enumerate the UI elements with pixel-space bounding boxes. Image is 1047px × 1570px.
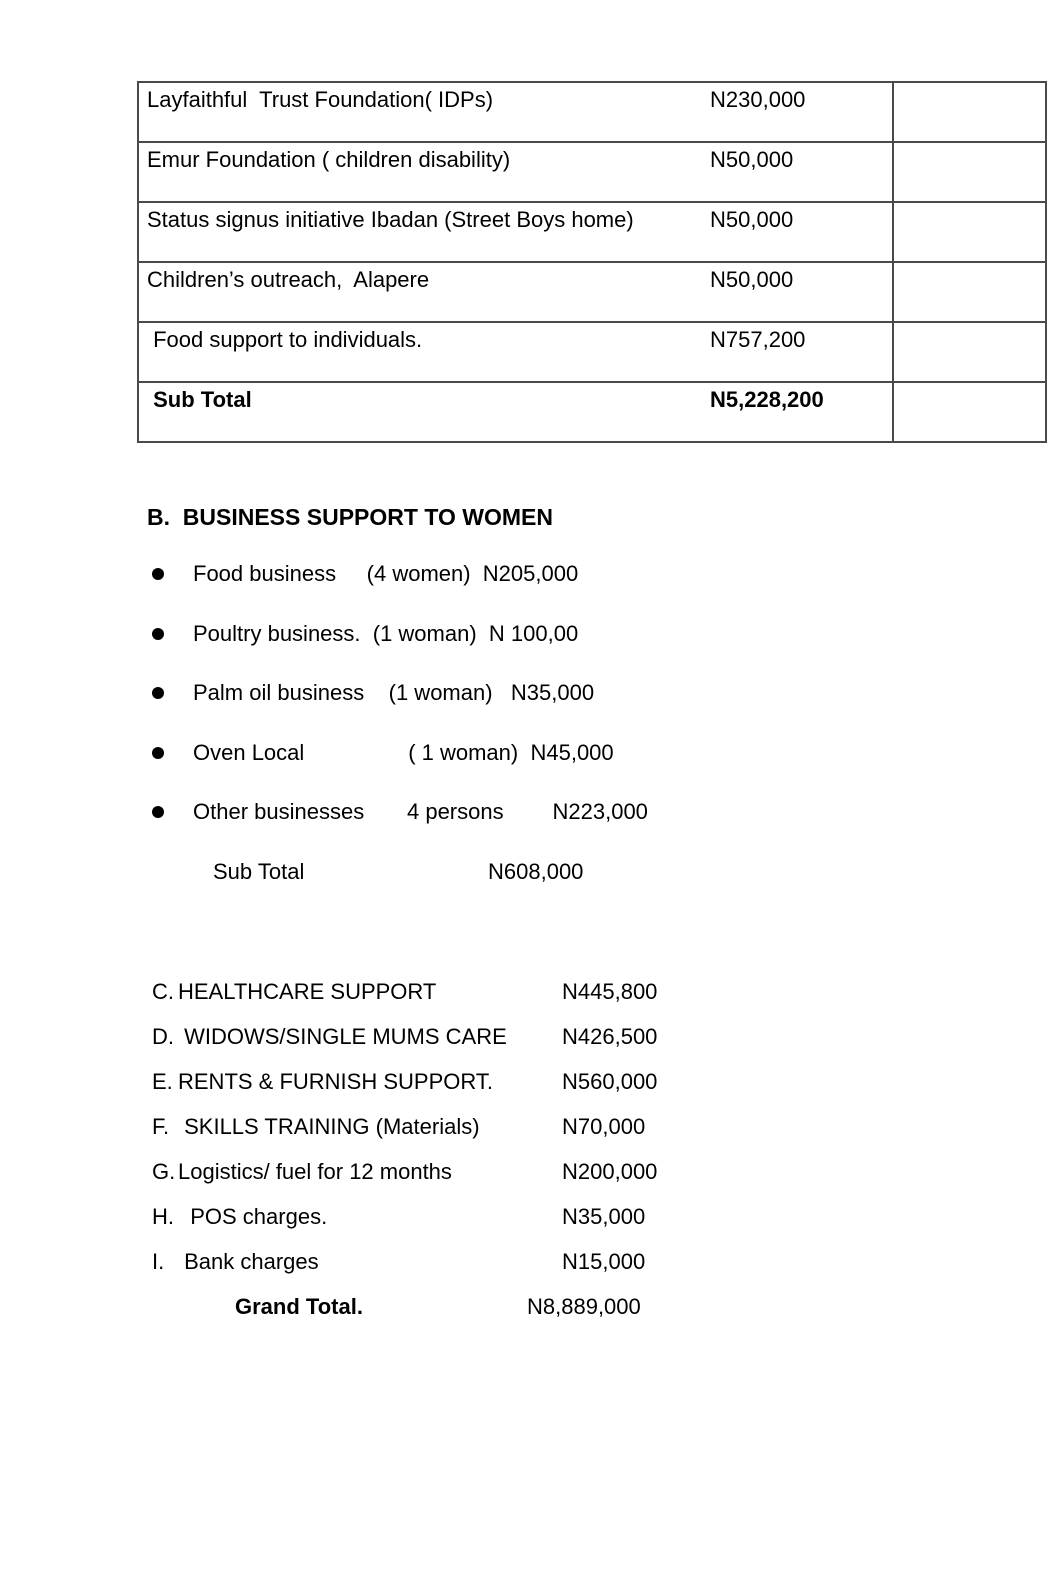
item-amount: N15,000 [562, 1249, 646, 1274]
item-label: WIDOWS/SINGLE MUMS CARE [178, 1024, 507, 1049]
bullet-icon [152, 806, 164, 818]
bullet-amount: N223,000 [552, 799, 648, 824]
item-letter: E. [152, 1069, 173, 1094]
business-support-list [152, 559, 648, 916]
bullet-amount: N35,000 [510, 680, 595, 705]
bullet-label: Poultry business. (1 woman) [193, 620, 489, 646]
list-item [152, 1112, 657, 1157]
table-cell-empty [893, 142, 1046, 202]
subtotal-label: Sub Total [147, 387, 252, 412]
grand-total [152, 1292, 657, 1337]
table-cell-empty [893, 322, 1046, 382]
table-cell [138, 322, 893, 382]
item-amount: N560,000 [562, 1069, 658, 1094]
list-item [152, 678, 648, 738]
table-cell [138, 262, 893, 322]
bullet-amount: N205,000 [482, 561, 579, 586]
list-item [152, 1067, 657, 1112]
bullet-amount: N45,000 [530, 739, 614, 765]
item-label: SKILLS TRAINING (Materials) [178, 1114, 480, 1139]
item-label: RENTS & FURNISH SUPPORT. [178, 1069, 493, 1094]
table-cell [138, 82, 893, 142]
table-cell [138, 382, 893, 442]
grand-total-label: Grand Total. [235, 1294, 363, 1319]
bullet-icon [152, 687, 164, 699]
bullet-amount: N 100,00 [488, 620, 579, 646]
grant-amount: N50,000 [710, 267, 794, 292]
list-item [152, 738, 648, 798]
item-letter: G. [152, 1159, 176, 1184]
table-row [138, 262, 1046, 322]
item-letter: H. [152, 1204, 174, 1229]
item-letter: C. [152, 979, 174, 1004]
bullet-icon [152, 747, 164, 759]
grant-amount: N50,000 [710, 147, 794, 172]
grant-label: Layfaithful Trust Foundation( IDPs) [147, 87, 494, 112]
grand-total-amount: N8,889,000 [527, 1294, 641, 1319]
bullet-label: Palm oil business (1 woman) [193, 680, 511, 705]
subtotal-amount: N608,000 [488, 858, 584, 884]
item-amount: N445,800 [562, 979, 658, 1004]
bullet-label: Food business (4 women) [193, 561, 483, 586]
grant-label: Children’s outreach, Alapere [147, 267, 430, 292]
table-cell [138, 202, 893, 262]
subtotal-amount: N5,228,200 [710, 387, 824, 412]
section-b-subtotal [152, 857, 648, 917]
grant-label: Food support to individuals. [147, 327, 423, 352]
bullet-icon [152, 568, 164, 580]
table-cell-empty [893, 262, 1046, 322]
table-cell-empty [893, 382, 1046, 442]
item-letter: I. [152, 1249, 165, 1274]
table-row [138, 142, 1046, 202]
grant-amount: N50,000 [710, 207, 794, 232]
donations-table [137, 81, 1047, 443]
table-cell [138, 142, 893, 202]
grant-label: Status signus initiative Ibadan (Street Boys home) [147, 207, 634, 232]
list-item [152, 1247, 657, 1292]
section-b-heading: B. BUSINESS SUPPORT TO WOMEN [147, 504, 553, 530]
item-label: POS charges. [178, 1204, 328, 1229]
list-item [152, 1022, 657, 1067]
bullet-icon [152, 628, 164, 640]
table-row [138, 82, 1046, 142]
list-item [152, 559, 648, 619]
item-label: HEALTHCARE SUPPORT [178, 979, 437, 1004]
list-item [152, 619, 648, 679]
summary-list [152, 977, 657, 1337]
table-cell-empty [893, 202, 1046, 262]
grant-label: Emur Foundation ( children disability) [147, 147, 511, 172]
bullet-label: Oven Local ( 1 woman) [193, 739, 531, 765]
list-item [152, 1202, 657, 1247]
item-amount: N426,500 [562, 1024, 658, 1049]
item-label: Logistics/ fuel for 12 months [178, 1159, 452, 1184]
item-amount: N200,000 [562, 1159, 658, 1184]
grant-amount: N230,000 [710, 87, 806, 112]
item-letter: D. [152, 1024, 174, 1049]
item-amount: N70,000 [562, 1114, 646, 1139]
item-letter: F. [152, 1114, 170, 1139]
bullet-label: Other businesses 4 persons [193, 799, 553, 824]
table-row-subtotal [138, 382, 1046, 442]
table-row [138, 322, 1046, 382]
item-amount: N35,000 [562, 1204, 646, 1229]
subtotal-label: Sub Total [213, 858, 305, 884]
list-item [152, 977, 657, 1022]
table-cell-empty [893, 82, 1046, 142]
grant-amount: N757,200 [710, 327, 806, 352]
table-row [138, 202, 1046, 262]
list-item [152, 1157, 657, 1202]
list-item [152, 797, 648, 857]
item-label: Bank charges [178, 1249, 319, 1274]
